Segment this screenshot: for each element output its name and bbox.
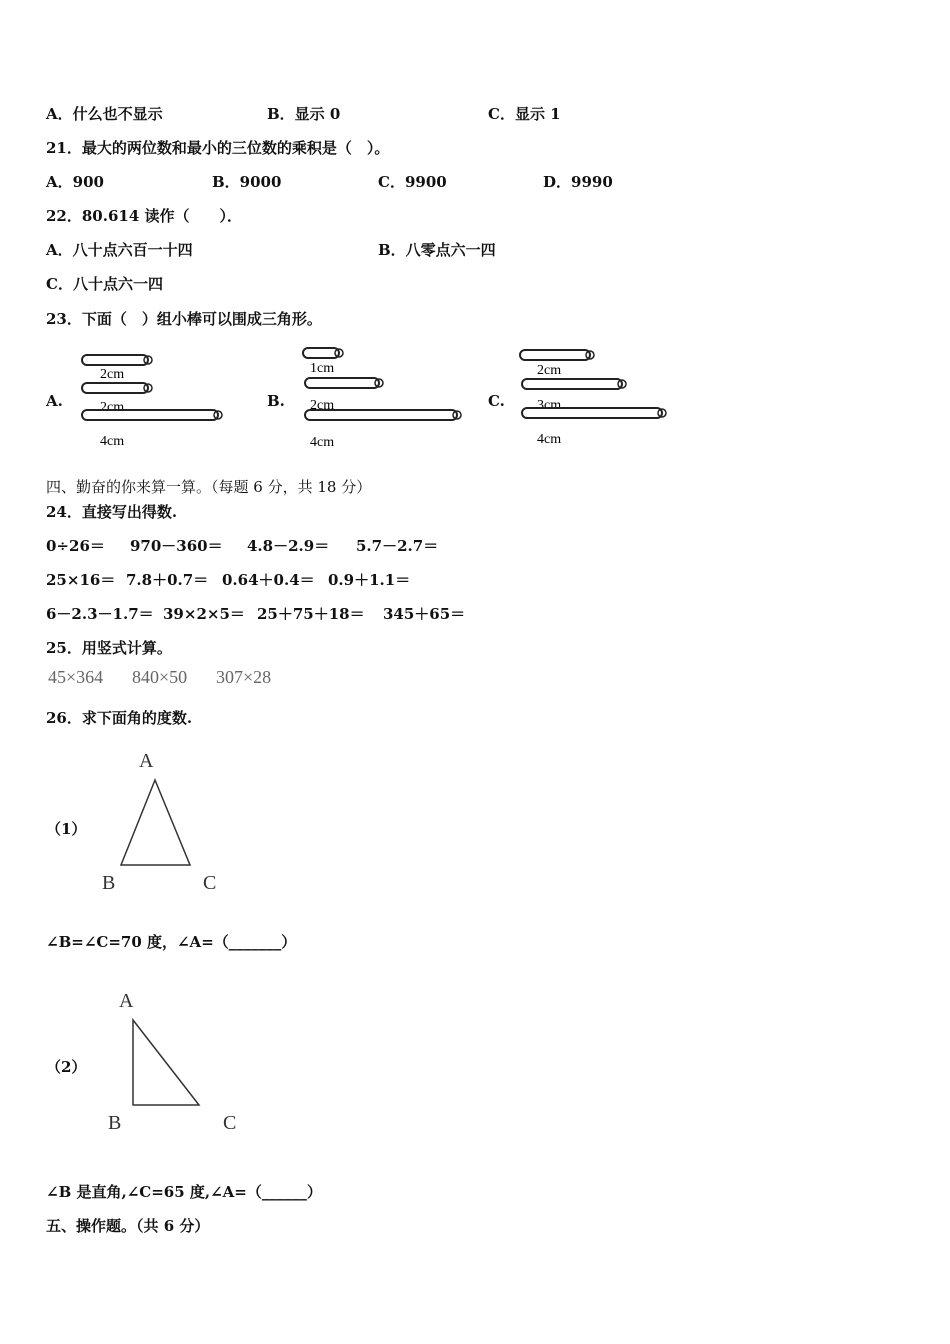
q25-item: 45×364 [48, 667, 104, 687]
stick-label: 2cm [537, 363, 562, 378]
q26-part2-label: （2） [46, 1058, 87, 1076]
q24-item: 4.8－2.9＝ [247, 537, 330, 555]
q23-question: 23．下面（ ）组小棒可以围成三角形。 [46, 310, 322, 328]
q23-option-c-label: C. [488, 392, 505, 410]
q24-question: 24．直接写出得数. [46, 503, 178, 521]
q21-option-b: B．9000 [212, 173, 282, 191]
q20-option-c: C．显示 1 [488, 105, 561, 123]
stick [303, 348, 339, 358]
stick-label: 3cm [537, 398, 562, 413]
q21-option-c: C．9900 [378, 173, 447, 191]
vertex-c-label: C [223, 1112, 237, 1134]
q25-item: 840×50 [132, 667, 188, 687]
q23-option-b-label: B. [267, 392, 285, 410]
q24-item: 0÷26＝ [46, 537, 105, 555]
q22-option-a: A．八十点六百一十四 [46, 241, 193, 259]
isosceles-triangle-figure [95, 745, 235, 895]
q24-item: 25×16＝ [46, 571, 116, 589]
q21-question: 21．最大的两位数和最小的三位数的乘积是（ ）。 [46, 139, 390, 157]
stick-label: 2cm [100, 400, 125, 415]
section4-title: 四、勤奋的你来算一算。（每题 6 分，共 18 分） [46, 478, 372, 496]
section5-title: 五、操作题。（共 6 分） [46, 1217, 210, 1235]
q20-option-a: A．什么也不显示 [46, 105, 163, 123]
q23-option-a-label: A. [46, 392, 63, 410]
stick [305, 378, 379, 388]
vertex-a-label: A [139, 750, 154, 772]
right-triangle-figure [100, 985, 260, 1135]
q26-question: 26．求下面角的度数. [46, 709, 193, 727]
q24-item: 5.7－2.7＝ [356, 537, 439, 555]
stick-group-a [82, 355, 222, 449]
q21-option-a: A．900 [46, 173, 104, 191]
vertex-b-label: B [108, 1112, 122, 1134]
triangle-abc [121, 780, 190, 865]
q26-part2-text: ∠B 是直角,∠C=65 度,∠A=（______） [46, 1183, 322, 1201]
q26-part1-label: （1） [46, 820, 87, 838]
q21-option-d: D．9990 [543, 173, 613, 191]
stick-label: 4cm [537, 432, 562, 447]
q24-item: 7.8＋0.7＝ [126, 571, 209, 589]
q22-option-c: C．八十点六一四 [46, 275, 163, 293]
vertex-c-label: C [203, 872, 217, 894]
q24-item: 0.64＋0.4＝ [222, 571, 315, 589]
q24-item: 345＋65＝ [383, 605, 466, 623]
q22-question: 22．80.614 读作（ ）． [46, 207, 243, 225]
q25-item: 307×28 [216, 667, 272, 687]
q24-item: 39×2×5＝ [163, 605, 245, 623]
stick-label: 1cm [310, 361, 335, 376]
stick-label: 2cm [310, 398, 335, 413]
q24-item: 6－2.3－1.7＝ [46, 605, 154, 623]
q22-option-b: B．八零点六一四 [378, 241, 496, 259]
vertex-b-label: B [102, 872, 116, 894]
q24-item: 0.9＋1.1＝ [328, 571, 411, 589]
stick-label: 2cm [100, 367, 125, 382]
q20-option-b: B．显示 0 [267, 105, 341, 123]
stick-group-c [520, 350, 666, 447]
vertex-a-label: A [119, 990, 134, 1012]
stick [82, 355, 148, 365]
stick-group-b [303, 348, 461, 450]
stick [520, 350, 590, 360]
q24-item: 25＋75＋18＝ [257, 605, 365, 623]
stick-label: 4cm [310, 435, 335, 450]
stick [82, 383, 148, 393]
q25-question: 25．用竖式计算。 [46, 639, 172, 657]
q23-sticks-figure [0, 340, 700, 460]
stick-label: 4cm [100, 434, 125, 449]
triangle-abc [133, 1020, 199, 1105]
q24-item: 970－360＝ [130, 537, 223, 555]
q26-part1-text: ∠B=∠C=70 度，∠A=（_______） [46, 933, 297, 951]
stick [522, 379, 622, 389]
